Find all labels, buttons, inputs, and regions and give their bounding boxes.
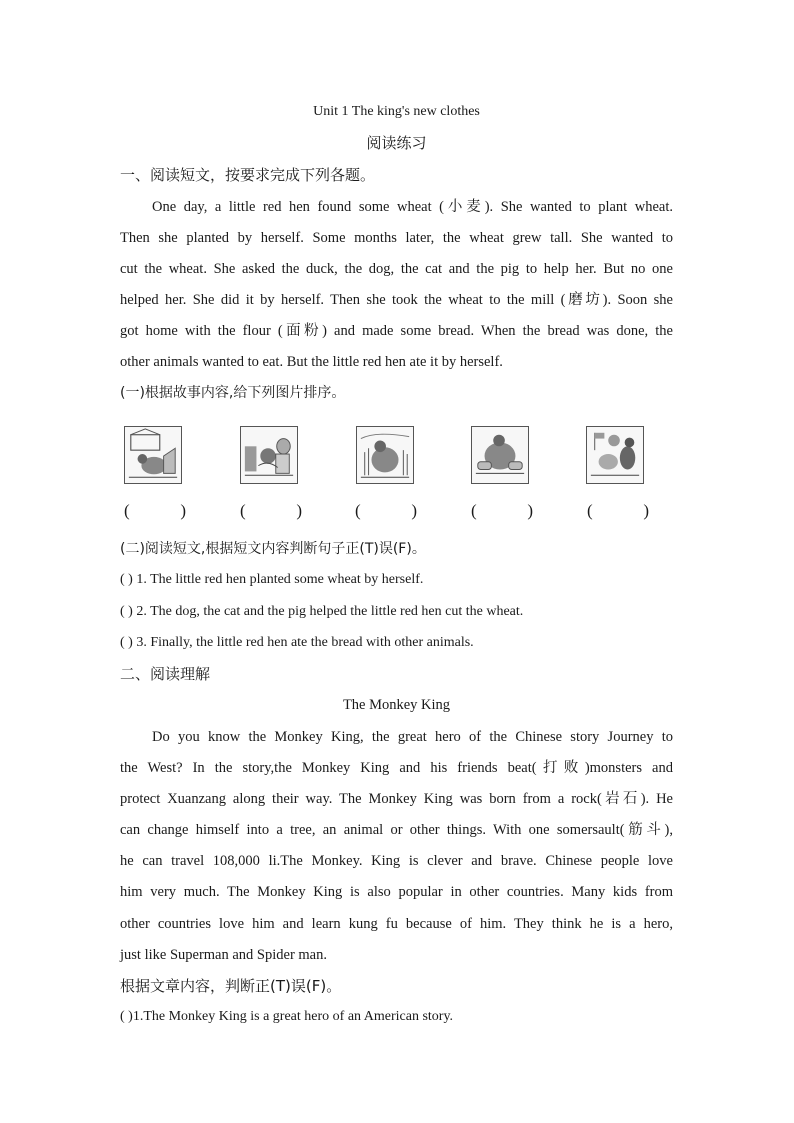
order-blank[interactable]: ( )	[355, 501, 417, 520]
passage2-line: Do you know the Monkey King, the great hero of the Chinese story Journey to	[152, 729, 673, 745]
order-blank[interactable]: ( )	[240, 501, 302, 520]
passage1-line: other animals wanted to eat. But the little red hen ate it by herself.	[120, 354, 503, 370]
passage2-line: can change himself into a tree, an animal or other things. With one somersault(筋斗),	[120, 822, 673, 838]
page-title: Unit 1 The king's new clothes	[313, 104, 480, 119]
page-subtitle: 阅读练习	[366, 134, 427, 152]
passage1-line: cut the wheat. She asked the duck, the dog, the cat and the pig to help her. But no one	[120, 261, 673, 277]
passage1-line: got home with the flour (面粉) and made some bread. When the bread was done, the	[120, 323, 673, 339]
animals-gather-picture	[586, 426, 644, 484]
sub2-heading: (二)阅读短文,根据短文内容判断句子正(T)误(F)。	[120, 541, 426, 557]
tf-item[interactable]: ( ) 2. The dog, the cat and the pig helped the little red hen cut the wheat.	[120, 604, 524, 619]
animals-mill-picture	[240, 426, 298, 484]
sub1-heading: (一)根据故事内容,给下列图片排序。	[120, 385, 346, 401]
passage1-line: helped her. She did it by herself. Then she took the wheat to the mill (磨坊). Soon she	[120, 292, 673, 308]
hen-wheat-picture	[356, 426, 414, 484]
tf-item[interactable]: ( )1.The Monkey King is a great hero of an American story.	[120, 1009, 454, 1024]
passage2-line: he can travel 108,000 li.The Monkey. King is clever and brave. Chinese people love	[120, 853, 673, 869]
order-blank[interactable]: ( )	[124, 501, 186, 520]
passage2-line: protect Xuanzang along their way. The Monkey King was born from a rock(岩石). He	[120, 791, 673, 807]
part2-heading: 二、阅读理解	[120, 665, 211, 683]
hen-bread-picture	[471, 426, 529, 484]
tf-item[interactable]: ( ) 3. Finally, the little red hen ate the bread with other animals.	[120, 635, 474, 650]
order-blank[interactable]: ( )	[587, 501, 649, 520]
passage2-line: him very much. The Monkey King is also popular in other countries. Many kids from	[120, 884, 673, 900]
passage1-line: One day, a little red hen found some wheat (小麦). She wanted to plant wheat.	[152, 199, 673, 215]
part1-heading: 一、阅读短文，按要求完成下列各题。	[120, 166, 376, 184]
passage2-line: the West? In the story,the Monkey King and his friends beat(打败)monsters and	[120, 760, 673, 776]
order-blank[interactable]: ( )	[471, 501, 533, 520]
passage1-line: Then she planted by herself. Some months later, the wheat grew tall. She wanted to	[120, 230, 673, 246]
story-title: The Monkey King	[342, 697, 451, 713]
hen-planting-picture	[124, 426, 182, 484]
part2-instruction: 根据文章内容，判断正(T)误(F)。	[120, 977, 342, 995]
tf-item[interactable]: ( ) 1. The little red hen planted some wheat by herself.	[120, 572, 424, 587]
passage2-line: other countries love him and learn kung fu because of him. They think he is a hero,	[120, 916, 673, 932]
passage2-line: just like Superman and Spider man.	[120, 947, 327, 963]
